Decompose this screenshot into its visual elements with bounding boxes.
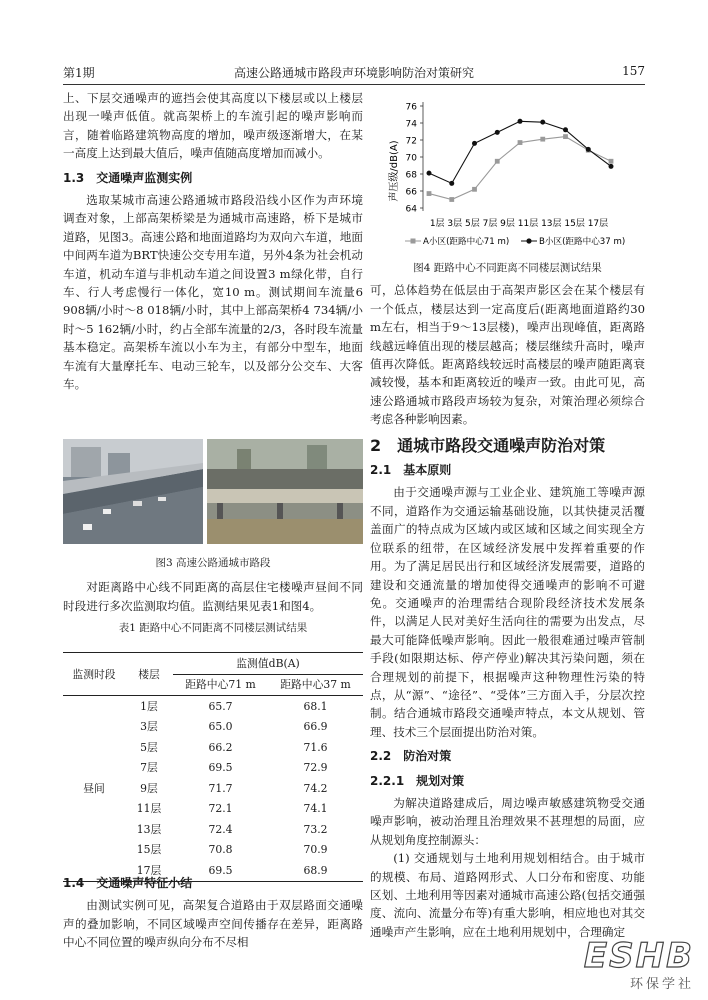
paragraph: 选取某城市高速公路通城市路段沿线小区作为声环境调查对象，上部高架桥梁是为通城市高速路，桥下是城市道路，见图3。高速公路和地面道路均为双向六车道，地面中间两车道为BRT快速公交专用车道，另外4条为社会机动车道，机动车道与非机动车道之间设置3 m绿化带，自行车、行人考虑慢行一体化，宽10 m。测试期间车流量6 908辆/小时～8 018辆/小时，其中上部高架桥4 734辆/小时～5 162辆/小时，约占全部车流量的2/3，各时段车流量基本稳定。高架桥车流以小车为主，有部分中型车，地面车流有大量摩托车、电动三轮车，以及部分公交车、大客车。 xyxy=(63,193,363,392)
y-tick-label: 70 xyxy=(405,153,417,164)
section-heading-1-3: 1.3 交通噪声监测实例 xyxy=(63,170,193,185)
running-title: 高速公路通城市路段声环境影响防治对策研究 xyxy=(233,66,474,80)
figure-3-caption: 图3 高速公路通城市路段 xyxy=(155,557,271,569)
table-cell: 70.9 xyxy=(303,843,328,857)
left-column-bottom xyxy=(63,868,363,952)
paragraph: 上、下层交通噪声的遮挡会使其高度以下楼层或以上楼层出现一噪声低值。就高架桥上的车流引起的噪声影响而言，随着临路建筑物高度的增加，噪声级逐渐增大，在某一高度上达到最大值后，噪声值随高度增加而减小。 xyxy=(63,91,363,161)
section-heading-2-1: 2.1 基本原则 xyxy=(370,463,452,478)
table-header-37m: 距路中心37 m xyxy=(268,674,363,696)
table-cell: 15层 xyxy=(136,843,162,857)
table-cell: 11层 xyxy=(136,802,162,816)
y-axis-label: 声压级/dB(A) xyxy=(389,140,400,202)
table-cell: 66.2 xyxy=(208,740,233,754)
data-point-b xyxy=(540,120,545,125)
data-point-a xyxy=(540,137,545,142)
table-cell: 65.0 xyxy=(208,720,233,734)
table-cell: 72.1 xyxy=(208,802,233,816)
data-point-a xyxy=(609,159,614,164)
data-point-a xyxy=(495,159,500,164)
data-point-a xyxy=(518,140,523,145)
journal-issue: 第1期 xyxy=(63,66,95,80)
table-1-title: 表1 距路中心不同距离不同楼层测试结果 xyxy=(118,622,308,635)
table-cell: 13层 xyxy=(136,822,162,836)
header-rule xyxy=(63,84,645,85)
data-point-b xyxy=(472,141,477,146)
figure-3-photo-right xyxy=(207,439,363,544)
table-cell: 68.1 xyxy=(303,699,328,713)
series-line-b xyxy=(429,121,611,183)
figure-4-caption: 图4 距路中心不同距离不同楼层测试结果 xyxy=(413,262,602,274)
table-1 xyxy=(63,652,363,882)
left-column-middle xyxy=(63,548,363,644)
table-cell-period: 昼间 xyxy=(63,696,125,882)
table-cell: 72.9 xyxy=(303,761,328,775)
data-point-a xyxy=(563,134,568,139)
watermark xyxy=(583,936,694,992)
section-heading-1-4: 1.4 交通噪声特征小结 xyxy=(63,876,193,890)
y-tick-label: 64 xyxy=(405,204,417,215)
paragraph: 对距离路中心线不同距离的高层住宅楼噪声昼间不同时段进行多次监测取均值。监测结果见表1和图4。 xyxy=(63,580,363,613)
watermark-logo: ESHB xyxy=(583,936,694,976)
table-header-71m: 距路中心71 m xyxy=(173,674,268,696)
page-number: 157 xyxy=(622,64,645,78)
table-cell: 9层 xyxy=(140,781,158,795)
table-cell: 66.9 xyxy=(303,720,328,734)
section-heading-2-2-1: 2.2.1 规划对策 xyxy=(370,773,465,788)
legend-label-a: A小区(距路中心71 m) xyxy=(423,237,510,247)
table-cell: 71.7 xyxy=(208,781,233,795)
data-point-a xyxy=(427,191,432,196)
table-row xyxy=(63,696,363,717)
table-cell: 7层 xyxy=(140,761,158,775)
table-cell: 74.1 xyxy=(303,802,328,816)
data-point-b xyxy=(449,181,454,186)
table-cell: 3层 xyxy=(140,720,158,734)
table-cell: 5层 xyxy=(140,740,158,754)
table-header-row xyxy=(63,653,363,675)
table-cell: 69.5 xyxy=(208,761,233,775)
data-point-b xyxy=(495,130,500,135)
paragraph: 由测试实例可见，高架复合道路由于双层路面交通噪声的叠加影响，不同区域噪声空间传播存在差异，距离路中心不同位置的噪声纵向分布不尽相 xyxy=(63,898,363,950)
table-cell: 68.9 xyxy=(268,860,363,881)
table-cell: 74.2 xyxy=(303,781,328,795)
legend-marker-b xyxy=(526,238,531,243)
data-point-b xyxy=(586,147,591,152)
legend-label-b: B小区(距路中心37 m) xyxy=(539,237,626,247)
table-cell: 17层 xyxy=(125,860,173,881)
table-cell: 69.5 xyxy=(173,860,268,881)
table-cell: 72.4 xyxy=(208,822,233,836)
right-column xyxy=(370,259,645,941)
figure-4-chart xyxy=(383,96,645,256)
data-point-b xyxy=(563,127,568,132)
paragraph: 由于交通噪声源与工业企业、建筑施工等噪声源不同，道路作为交通运输基础设施，以其快捷灵活覆盖面广的特点成为区域内或区域和区域之间实现全方位联系的纽带，在区域经济发展中发挥着重要的作用。为了满足居民出行和区域经济发展需要，道路的建设和交通流量的增加使得交通噪声的影响不可避免。交通噪声的治理需结合现阶段经济技术发展条件，以满足人民对美好生活向往的需要为出发点，尽最大可能降低噪声影响。因此一般很难通过噪声管制手段(如限期达标、停产停业)解决其污染问题，须在合理规划的前提下，根据噪声这种物理性污染的特点，从“源”、“途径”、“受体”三方面入手，分层次控制。结合通城市路段交通噪声特点，本文从规划、管理、技术三个层面提出防治对策。 xyxy=(370,485,645,739)
data-point-b xyxy=(609,164,614,169)
data-point-b xyxy=(518,119,523,124)
table-header-floor: 楼层 xyxy=(125,653,173,696)
y-tick-label: 68 xyxy=(405,170,417,181)
table-header-group: 监测值dB(A) xyxy=(173,653,363,675)
paragraph: (1) 交通规划与土地利用规划相结合。由于城市的规模、布局、道路网形式、人口分布和密度、功能区划、土地利用等因素对通城市高速公路(包括交通强度、流向、流量分布等)有重大影响，相应地也对其交通噪声产生影响，应在土地利用规划中，合理确定 xyxy=(370,851,645,939)
y-tick-label: 72 xyxy=(405,136,417,147)
table-cell: 70.8 xyxy=(208,843,233,857)
y-tick-label: 66 xyxy=(405,187,417,198)
table-cell: 1层 xyxy=(140,699,158,713)
section-heading-2-2: 2.2 防治对策 xyxy=(370,749,452,764)
x-tick-labels: 1层 3层 5层 7层 9层 11层 13层 15层 17层 xyxy=(429,219,609,229)
data-point-a xyxy=(449,197,454,202)
left-column-top xyxy=(63,89,363,394)
figure-3-photo-left xyxy=(63,439,203,544)
table-cell: 71.6 xyxy=(303,740,328,754)
paragraph: 可，总体趋势在低层由于高架声影区会在某个楼层有一个低点，楼层达到一定高度后(距离地面道路约30 m左右，相当于9～13层楼)，噪声出现峰值，距离路线越远峰值出现的楼层越高；楼层继续升高时，噪声值再次降低。距离路线较远时高楼层的噪声随距离衰减较慢，基本和距离较近的噪声一致。由此可见，高速公路通城市路段声场较为复杂，对策治理必须综合考虑各种影响因素。 xyxy=(370,283,645,427)
y-tick-label: 74 xyxy=(405,119,417,130)
watermark-text: 环保学社 xyxy=(629,977,694,992)
legend-marker-a xyxy=(411,239,416,244)
table-cell: 73.2 xyxy=(303,822,328,836)
section-heading-2: 2 通城市路段交通噪声防治对策 xyxy=(370,435,606,455)
table-header-period: 监测时段 xyxy=(63,653,125,696)
paragraph: 为解决道路建成后，周边噪声敏感建筑物受交通噪声影响，被动治理且治理效果不甚理想的局面，应从规划角度控制源头： xyxy=(370,795,645,847)
table-cell: 65.7 xyxy=(208,699,233,713)
data-point-b xyxy=(427,171,432,176)
data-point-a xyxy=(472,187,477,192)
y-tick-label: 76 xyxy=(405,102,417,113)
